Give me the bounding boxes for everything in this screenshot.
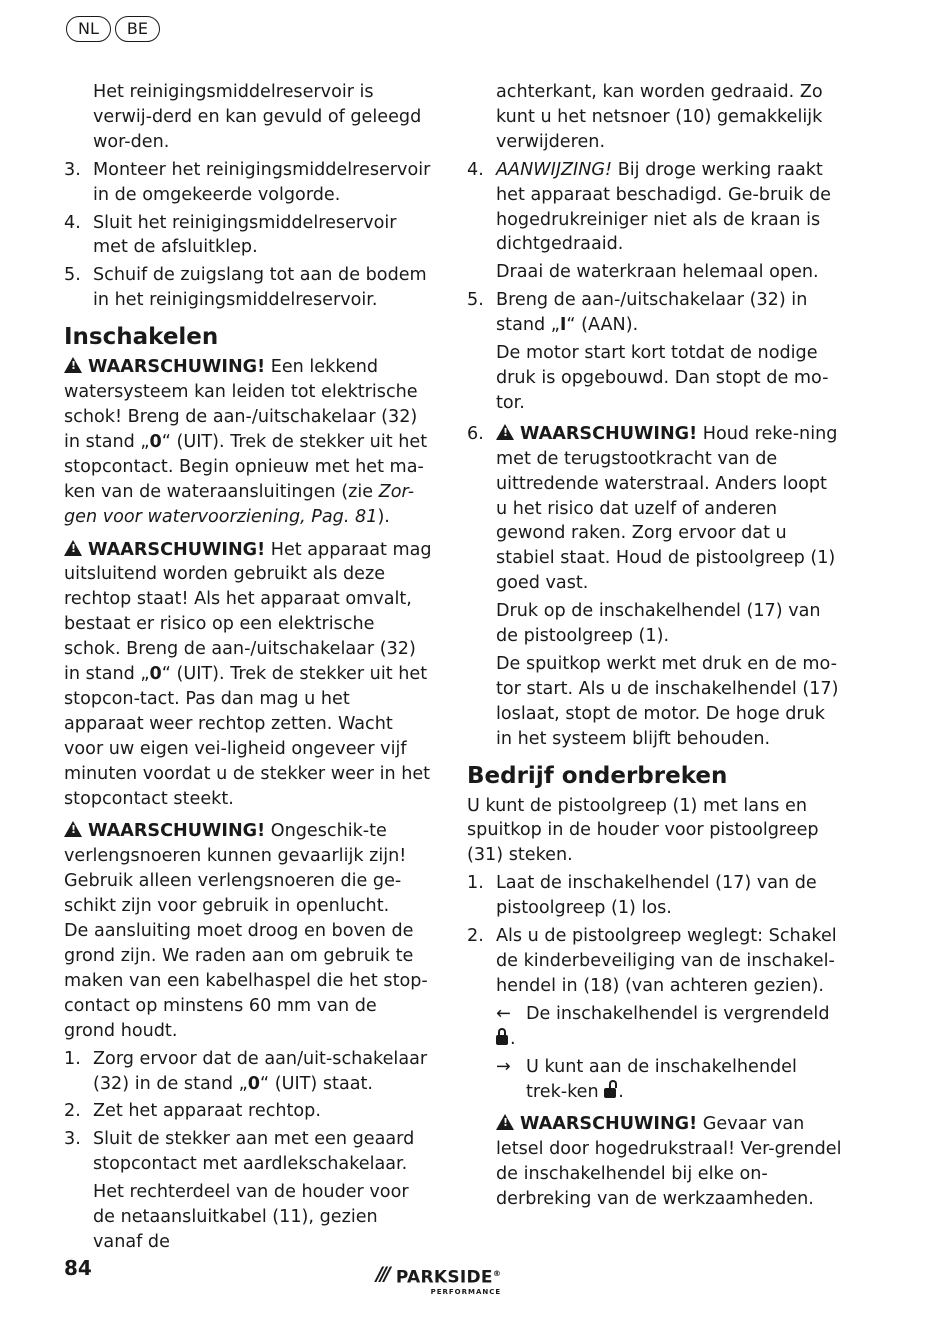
lang-badge-be: BE	[115, 16, 160, 42]
section-heading-inschakelen: Inschakelen	[64, 324, 219, 351]
paragraph: De aansluiting moet droog en boven de grond zijn. We raden aan om gebruik te maken van een kabelhaspel die het stop-contact op minstens 60 mm van de grond houdt.	[64, 921, 428, 1041]
paragraph: De motor start kort totdat de nodige druk is opgebouwd. Dan stopt de mo-tor.	[496, 343, 829, 413]
paragraph: De spuitkop werkt met druk en de mo-tor start. Als u de inschakelhendel (17) loslaat, stopt de motor. De hoge druk in het systeem blijft behouden.	[496, 653, 839, 749]
paragraph: Het rechterdeel van de houder voor de netaansluitkabel (11), gezien vanaf de	[93, 1182, 409, 1252]
list-item: 2. Zet het apparaat rechtop.	[64, 1101, 321, 1122]
intro-paragraph: Het reinigingsmiddelreservoir is verwij-derd en kan gevuld of geleegd wor-den.	[93, 82, 422, 152]
warning-paragraph: !WAARSCHUWING! Ongeschik-te verlengsnoeren kunnen gevaarlijk zijn! Gebruik alleen verlengsnoeren die ge-schikt zijn voor gebruik in openlucht.	[64, 819, 432, 919]
arrow-right-icon: →	[496, 1056, 511, 1077]
list-item: 5. Breng de aan-/uitschakelaar (32) in stand „I“ (AAN).	[467, 290, 808, 336]
lock-closed-icon	[496, 1035, 508, 1045]
list-item: 4. AANWIJZING! Bij droge werking raakt het apparaat beschadigd. Ge-bruik de hogedrukreiniger niet als de kraan is dichtgedraaid.	[467, 159, 832, 255]
warning-triangle-icon	[64, 821, 82, 837]
page-number: 84	[64, 1256, 92, 1280]
section-heading-bedrijf-onderbreken: Bedrijf onderbreken	[467, 762, 728, 789]
warning-paragraph: !WAARSCHUWING! Een lekkend watersysteem kan leiden tot elektrische schok! Breng de aan-/uitschakelaar (32) in stand „0“ (UIT). Trek de stekker uit het stopcontact. Begin opnieuw met het ma-ken van de wateraansluitingen (zie Zor-gen voor watervoorziening, Pag. 81).	[64, 355, 432, 529]
logo-subbrand: PERFORMANCE	[430, 1287, 502, 1296]
list-item: 3. Sluit de stekker aan met een geaard stopcontact met aardlekschakelaar.	[64, 1129, 415, 1175]
right-column	[467, 80, 842, 1212]
warning-paragraph: !WAARSCHUWING! Het apparaat mag uitsluitend worden gebruikt als deze rechtop staat! Als het apparaat omvalt, bestaat er risico op een elektrische schok. Breng de aan-/uitschakelaar (32) in stand „0“ (UIT). Trek de stekker uit het stopcon-tact. Pas dan mag u het apparaat weer rechtop zetten. Wacht voor uw eigen vei-ligheid ongeveer vijf minuten voordat u de stekker weer in het stopcontact steekt.	[64, 538, 432, 812]
result-line-unlocked: → U kunt aan de inschakelhendel trek-ken .	[496, 1056, 797, 1102]
warning-paragraph: !WAARSCHUWING! Gevaar van letsel door hogedrukstraal! Ver-grendel de inschakelhendel bij elke on-derbreking van de werkzaamheden.	[467, 1112, 842, 1212]
paragraph: achterkant, kan worden gedraaid. Zo kunt u het netsnoer (10) gemakkelijk verwijderen.	[496, 82, 823, 152]
list-item: 1. Zorg ervoor dat de aan/uit-schakelaar (32) in de stand „0“ (UIT) staat.	[64, 1048, 428, 1094]
arrow-left-icon: ←	[496, 1003, 511, 1024]
list-item: 2. Als u de pistoolgreep weglegt: Schakel de kinderbeveiliging van de inschakel-hendel in (18) (van achteren gezien).	[467, 926, 837, 996]
list-item: 4. Sluit het reinigingsmiddelreservoir met de afsluitklep.	[64, 212, 397, 258]
warning-triangle-icon	[496, 424, 514, 440]
language-badges	[66, 16, 160, 42]
paragraph: Druk op de inschakelhendel (17) van de pistoolgreep (1).	[496, 601, 821, 647]
paragraph: U kunt de pistoolgreep (1) met lans en spuitkop in de houder voor pistoolgreep (31) steken.	[467, 795, 819, 866]
lock-open-icon	[604, 1088, 616, 1098]
logo-slashes-icon: ///	[376, 1263, 388, 1285]
lang-badge-nl: NL	[66, 16, 111, 42]
list-item: 5. Schuif de zuigslang tot aan de bodem in het reinigingsmiddelreservoir.	[64, 265, 427, 311]
warning-triangle-icon	[64, 540, 82, 556]
paragraph: Draai de waterkraan helemaal open.	[496, 262, 819, 283]
parkside-logo: /// PARKSIDE® PERFORMANCE	[376, 1263, 502, 1296]
list-item: 6. ! WAARSCHUWING! Houd reke-ning met de terugstootkracht van de uittredende waterstraal. Anders loopt u het risico dat uzelf of anderen gewond raken. Zorg ervoor dat u stabiel staat. Houd de pistoolgreep (1) goed vast.	[467, 422, 842, 596]
result-line-locked: ← De inschakelhendel is vergrendeld .	[496, 1003, 830, 1049]
logo-brand: PARKSIDE	[395, 1267, 493, 1288]
list-item: 1. Laat de inschakelhendel (17) van de pistoolgreep (1) los.	[467, 873, 817, 919]
list-item: 3. Monteer het reinigingsmiddelreservoir in de omgekeerde volgorde.	[64, 159, 431, 205]
warning-triangle-icon	[64, 357, 82, 373]
warning-triangle-icon	[496, 1114, 514, 1130]
left-column	[64, 80, 432, 1255]
